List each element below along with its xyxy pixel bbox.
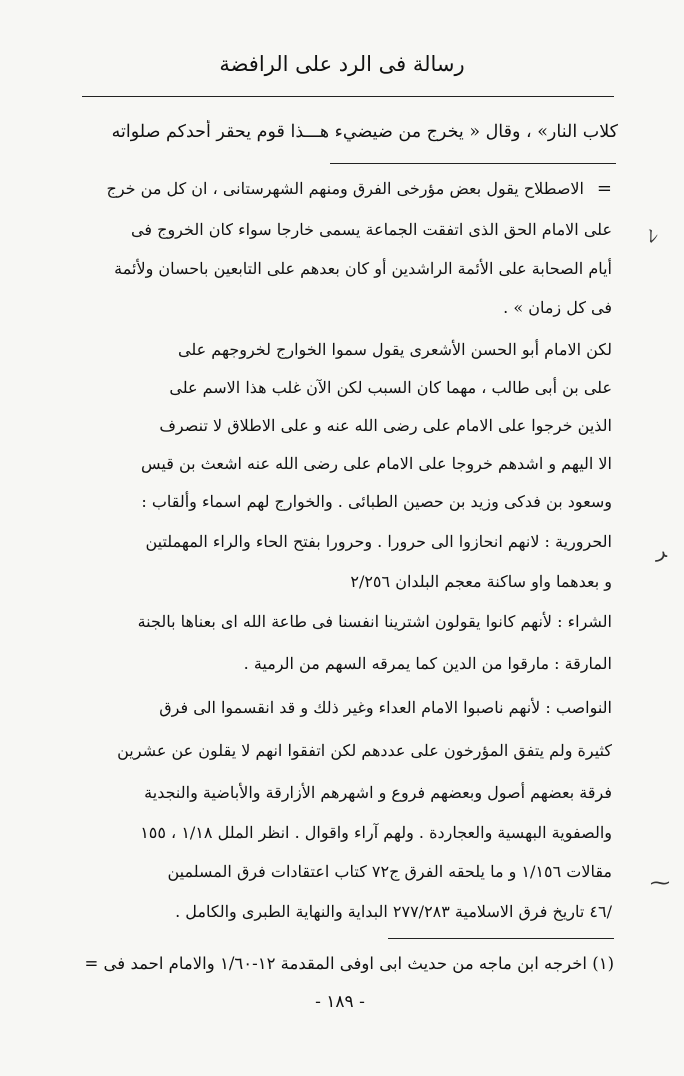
margin-mark-icon: ﾚ: [648, 224, 658, 248]
body-line-6: على بن أبى طالب ، مهما كان السبب لكن الآن غلب هذا الاسم على: [169, 378, 612, 397]
running-header-title: رسالة فى الرد على الرافضة: [219, 52, 465, 76]
body-line-3: أيام الصحابة على الأئمة الراشدين أو كان بعدهم على التابعين باحسان ولأئمة: [114, 259, 612, 278]
main-text-line: كلاب النار» ، وقال « يخرج من ضيضيء هـــذا قوم يحقر أحدكم صلواته: [111, 122, 618, 142]
body-line-9: وسعود بن فدكى وزيد بن حصين الطبائى . والخوارج لهم اسماء وألقاب :: [141, 492, 612, 511]
continuation-marker: =: [596, 178, 612, 199]
footnote-rule: [388, 938, 614, 939]
footnote-line: (١) اخرجه ابن ماجه من حديث ابى اوفى المقدمة ١٢-١/٦٠ والامام احمد فى =: [84, 954, 614, 973]
body-line-15: كثيرة ولم يتفق المؤرخون على عددهم لكن اتفقوا انهم لا يقلون عن عشرين: [117, 741, 612, 760]
margin-mark-icon: ⁓: [650, 870, 670, 894]
body-line-10: الحرورية : لانهم انحازوا الى حرورا . وحرورا بفتح الحاء والراء المهملتين: [145, 532, 612, 551]
body-line-17: والصفوية البهسية والعجاردة . ولهم آراء واقوال . انظر الملل ١/١٨ ، ١٥٥: [140, 823, 612, 842]
body-line-2: على الامام الحق الذى اتفقت الجماعة يسمى خارجا سواء كان الخروج فى: [131, 220, 612, 239]
header-rule: [82, 96, 614, 97]
body-line-8: الا اليهم و اشدهم خروجا على الامام على رضى الله عنه اشعث بن قيس: [141, 454, 612, 473]
body-line-4: فى كل زمان » .: [503, 298, 612, 317]
body-line-18: مقالات ١/١٥٦ و ما يلحقه الفرق ج٧٢ كتاب اعتقادات فرق المسلمين: [167, 862, 612, 881]
body-line-1: الاصطلاح يقول بعض مؤرخى الفرق ومنهم الشهرستانى ، ان كل من خرج: [106, 179, 584, 198]
page-number: - ١٨٩ -: [315, 992, 365, 1012]
margin-mark-icon: ﺮ: [656, 538, 668, 562]
body-line-13: المارقة : مارقوا من الدين كما يمرقه السهم من الرمية .: [243, 654, 612, 673]
body-line-5: لكن الامام أبو الحسن الأشعرى يقول سموا الخوارج لخروجهم على: [178, 340, 612, 359]
body-line-19: /٤٦ تاريخ فرق الاسلامية ٢٧٧/٢٨٣ البداية والنهاية الطبرى والكامل .: [175, 902, 612, 921]
body-line-11: و بعدهما واو ساكنة معجم البلدان ٢/٢٥٦: [350, 572, 612, 591]
body-line-12: الشراء : لأنهم كانوا يقولون اشترينا انفسنا فى طاعة الله اى بعناها بالجنة: [137, 612, 612, 631]
body-line-16: فرقة بعضهم أصول وبعضهم فروع و اشهرهم الأزارقة والأباضية والنجدية: [144, 783, 612, 802]
footnote-separator-rule: [330, 163, 616, 164]
body-line-7: الذين خرجوا على الامام على رضى الله عنه و على الاطلاق لا تنصرف: [159, 416, 612, 435]
body-line-14: النواصب : لأنهم ناصبوا الامام العداء وغير ذلك و قد انقسموا الى فرق: [159, 698, 612, 717]
